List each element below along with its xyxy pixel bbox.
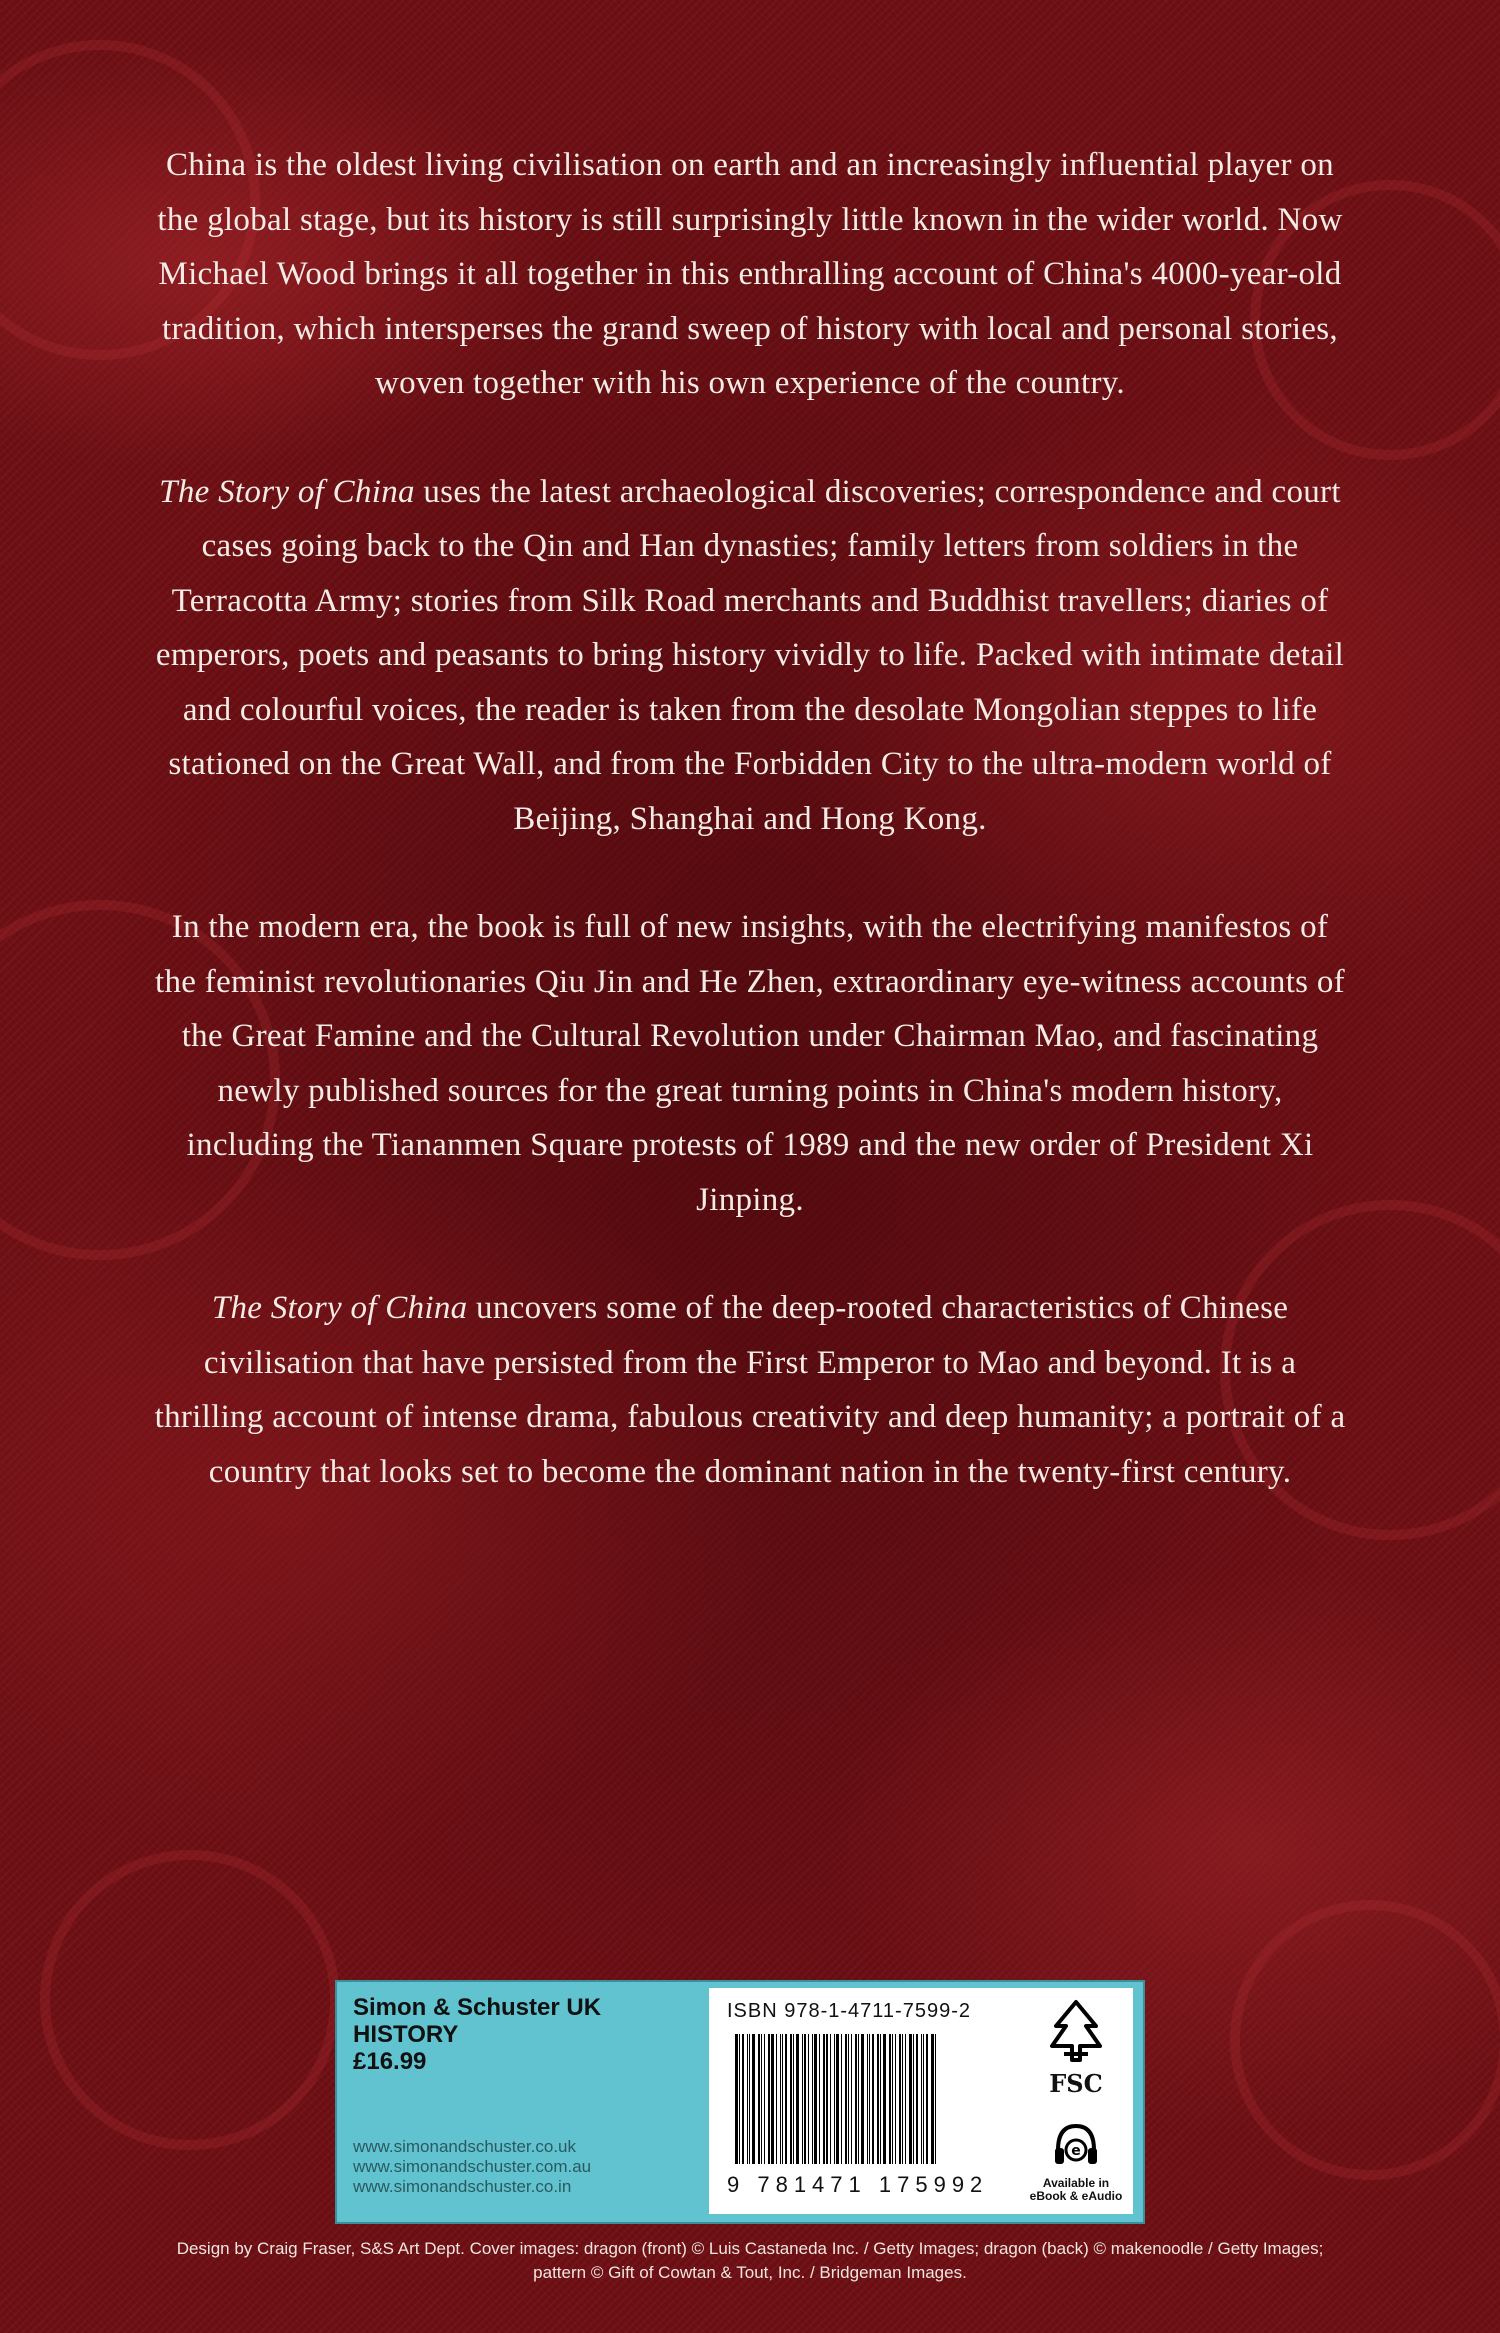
barcode-bar xyxy=(841,2034,842,2164)
publisher-name: Simon & Schuster UK xyxy=(353,1994,602,2021)
barcode-bar xyxy=(808,2034,809,2164)
barcode-bar xyxy=(802,2034,803,2164)
fsc-logo xyxy=(1029,1998,1123,2098)
barcode-bar xyxy=(768,2034,770,2164)
barcode-bar xyxy=(923,2034,924,2164)
barcode-bar xyxy=(902,2034,903,2164)
barcode-bar xyxy=(796,2034,799,2164)
publisher-info xyxy=(353,1994,601,2075)
url-in: www.simonandschuster.co.in xyxy=(353,2177,572,2196)
barcode-bar xyxy=(742,2034,744,2164)
barcode-bar xyxy=(826,2034,828,2164)
barcode-bar xyxy=(830,2034,831,2164)
blurb-paragraph-3: In the modern era, the book is full of new insights, with the electrifying manifestos of the feminist revolutionaries Qiu Jin and He Zhen, extraordinary eye-witness accounts of the Great Famine and the Cultural Revolution under Chairman Mao, and fascinating newly published sources for the great turning points in China's modern history, including the Tiananmen Square protests of 1989 and the new order of President Xi Jinping. xyxy=(155,909,1345,1218)
barcode-bar xyxy=(905,2034,906,2164)
barcode-bar xyxy=(861,2034,864,2164)
barcode-bar xyxy=(869,2034,870,2164)
back-cover-blurb xyxy=(150,138,1350,1553)
cloud-swirl-decoration xyxy=(1230,1900,1500,2180)
barcode-bar xyxy=(892,2034,893,2164)
barcode-bar xyxy=(735,2034,738,2164)
barcode-bar xyxy=(764,2034,765,2164)
fsc-tree-icon xyxy=(1044,1998,1108,2068)
barcode-bar xyxy=(899,2034,901,2164)
headphones-ebook-icon xyxy=(1050,2118,1102,2170)
barcode-bar xyxy=(790,2034,792,2164)
barcode-bar xyxy=(771,2034,774,2164)
book-title: The Story of China xyxy=(211,1290,468,1326)
barcode-bar xyxy=(749,2034,750,2164)
barcode-bar xyxy=(931,2034,934,2164)
barcode-bar xyxy=(845,2034,847,2164)
publisher-urls xyxy=(353,2137,591,2197)
barcode-bar xyxy=(761,2034,762,2164)
availability-label: Available in eBook & eAudio xyxy=(1029,2176,1123,2203)
barcode-bar xyxy=(758,2034,760,2164)
svg-text:e: e xyxy=(1071,2143,1081,2159)
isbn-label: ISBN 978-1-4711-7599-2 xyxy=(727,2000,971,2022)
barcode-bar xyxy=(909,2034,912,2164)
barcode-bar xyxy=(872,2034,874,2164)
barcode-bar xyxy=(785,2034,787,2164)
barcode-bar xyxy=(793,2034,794,2164)
category-label: HISTORY xyxy=(353,2021,459,2048)
ean-digits: 9 781471 175992 xyxy=(727,2172,989,2197)
barcode-bar xyxy=(880,2034,881,2164)
blurb-paragraph-4-text: uncovers some of the deep-rooted characteristics of Chinese civilisation that have persisted from the First Emperor to Mao and beyond. It is a thrilling account of intense drama, fabulous creativity and deep humanity; a portrait of a country that looks set to become the dominant nation in the twenty-first century. xyxy=(154,1290,1346,1490)
barcode-bar xyxy=(836,2034,839,2164)
blurb-paragraph-2-text: uses the latest archaeological discoveries; correspondence and court cases going back to the Qin and Han dynasties; family letters from soldiers in the Terracotta Army; stories from Silk Road merchants and Buddhist travellers; diaries of emperors, poets and peasants to bring history vividly to life. Packed with intimate detail and colourful voices, the reader is taken from the desolate Mongolian steppes to life stationed on the Great Wall, and from the Forbidden City to the ultra-modern world of Beijing, Shanghai and Hong Kong. xyxy=(155,473,1345,837)
barcode-bar xyxy=(916,2034,918,2164)
barcode-bar xyxy=(921,2034,922,2164)
barcode-bar xyxy=(895,2034,896,2164)
barcode-bar xyxy=(851,2034,852,2164)
barcode-bar xyxy=(855,2034,857,2164)
barcode-bar xyxy=(926,2034,928,2164)
price-barcode-sticker xyxy=(335,1980,1145,2224)
barcode-bar xyxy=(883,2034,886,2164)
blurb-paragraph-1: China is the oldest living civilisation on earth and an increasingly influential player on the global stage, but its history is still surprisingly little known in the wider world. Now Michael Wood brings it all together in this enthralling account of China's 4000-year-old tradition, which intersperses the grand sweep of history with local and personal stories, woven together with his own experience of the country. xyxy=(157,147,1343,401)
barcode-bar xyxy=(823,2034,825,2164)
barcode-icon xyxy=(735,2034,1005,2164)
barcode-bar xyxy=(814,2034,817,2164)
barcode-bar xyxy=(782,2034,783,2164)
price-label: £16.99 xyxy=(353,2048,427,2075)
barcode-bar xyxy=(776,2034,777,2164)
fsc-label: FSC xyxy=(1049,2069,1103,2098)
barcode-bar xyxy=(747,2034,748,2164)
barcode-bar xyxy=(780,2034,781,2164)
barcode-bar xyxy=(889,2034,891,2164)
barcode-bar xyxy=(858,2034,859,2164)
barcode-bar xyxy=(877,2034,879,2164)
barcode-bar xyxy=(819,2034,820,2164)
barcode-bar xyxy=(834,2034,835,2164)
url-au: www.simonandschuster.com.au xyxy=(353,2157,592,2176)
barcode-bar xyxy=(867,2034,868,2164)
barcode-bar xyxy=(752,2034,755,2164)
barcode-panel xyxy=(709,1988,1133,2214)
book-title: The Story of China xyxy=(159,473,415,510)
barcode-bar xyxy=(848,2034,849,2164)
barcode-bar xyxy=(739,2034,740,2164)
ebook-eaudio-badge xyxy=(1029,2118,1123,2203)
cloud-swirl-decoration xyxy=(40,1850,340,2150)
blurb-paragraph-2 xyxy=(150,465,1350,847)
barcode-bar xyxy=(935,2034,936,2164)
barcode-bar xyxy=(812,2034,813,2164)
barcode-bar xyxy=(913,2034,914,2164)
design-credits: Design by Craig Fraser, S&S Art Dept. Cover images: dragon (front) © Luis Castaneda Inc. / Getty Images; dragon (back) © makenoodle / Getty Images; pattern © Gift of Cowtan & Tout, Inc. / Bridgeman Images. xyxy=(176,2239,1324,2282)
blurb-paragraph-4 xyxy=(150,1281,1350,1499)
barcode-bar xyxy=(804,2034,806,2164)
url-uk: www.simonandschuster.co.uk xyxy=(353,2137,576,2156)
